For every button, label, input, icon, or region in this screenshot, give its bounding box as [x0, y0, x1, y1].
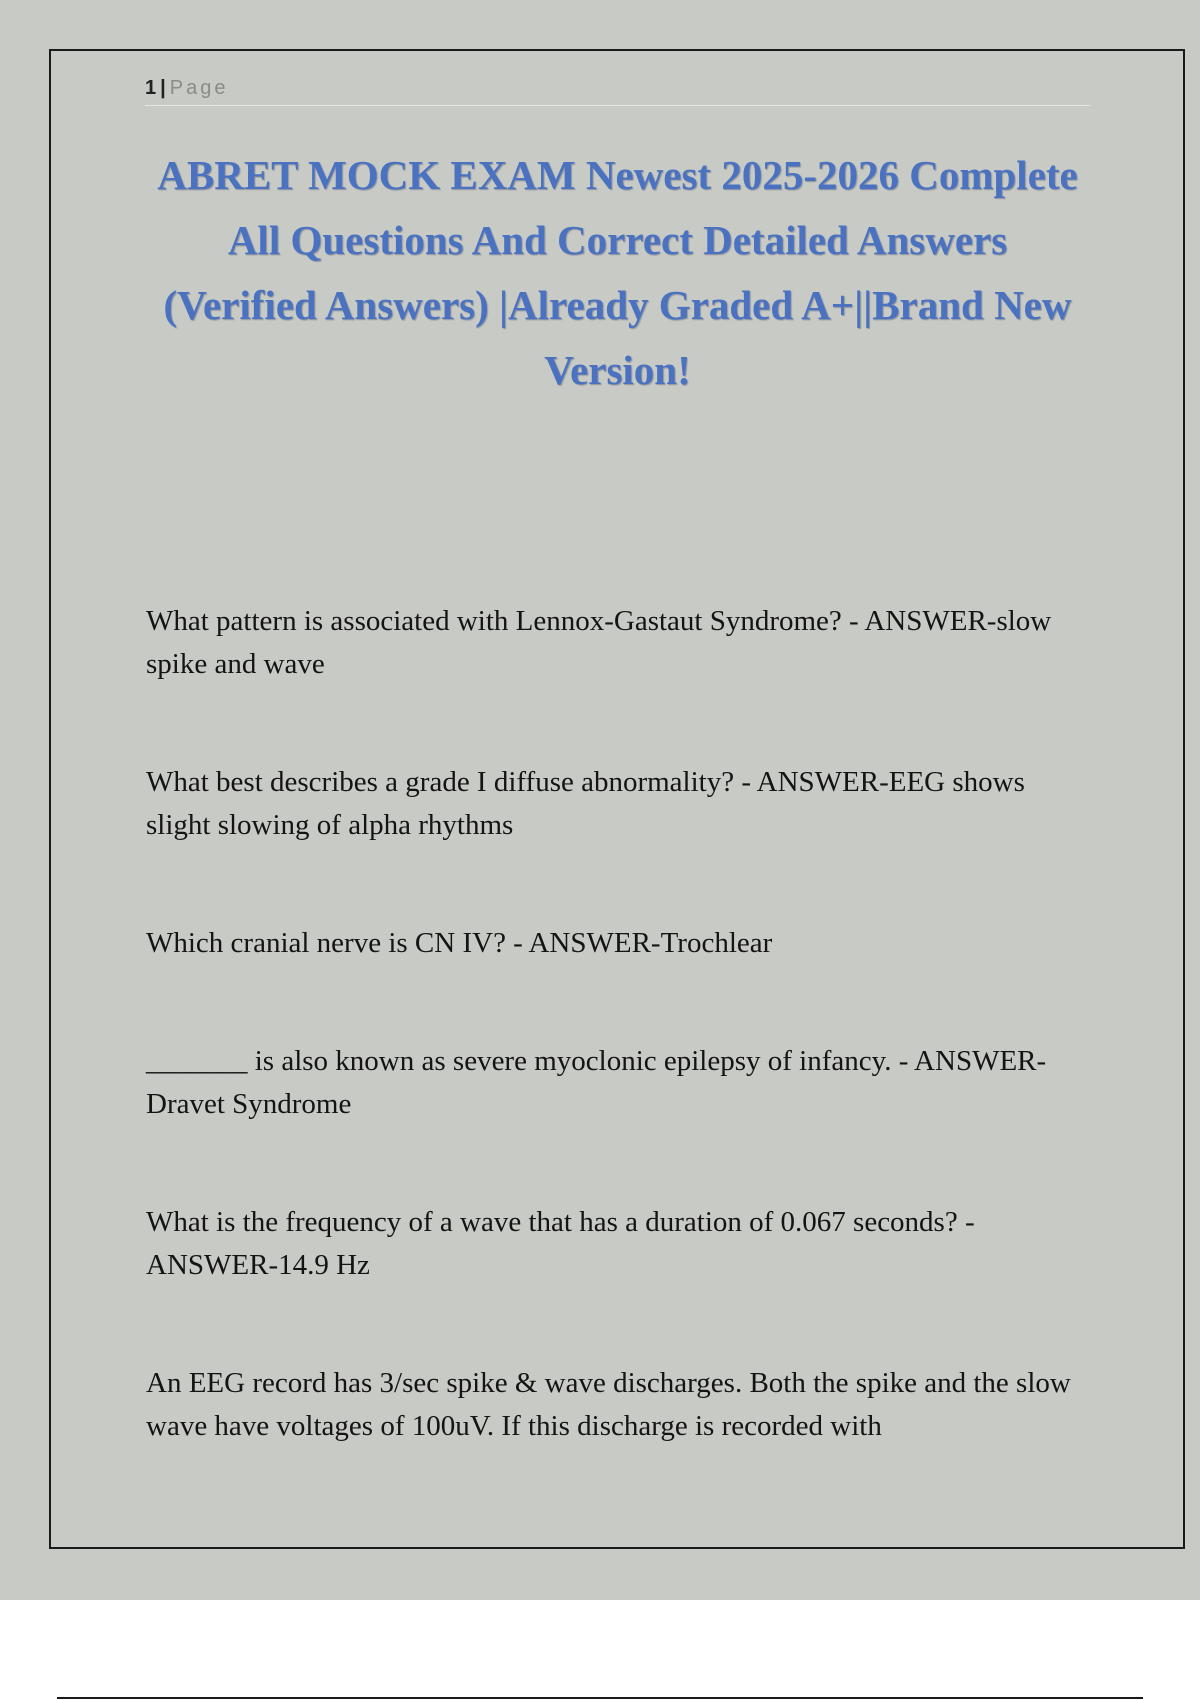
qa-item-6: An EEG record has 3/sec spike & wave discharges. Both the spike and the slow wave have voltages of 100uV. If this discharge is recorded with: [146, 1367, 1071, 1442]
document-title: ABRET MOCK EXAM Newest 2025-2026 Complete All Questions And Correct Detailed Answers (Verified Answers) |Already Graded A+||Brand New Version!: [157, 152, 1078, 393]
page-label: Page: [169, 77, 229, 99]
page-header-separator: |: [160, 77, 166, 99]
question-answer-list: [146, 600, 1096, 1523]
qa-item-5: What is the frequency of a wave that has a duration of 0.067 seconds? - ANSWER-14.9 Hz: [146, 1206, 975, 1281]
qa-item-2: What best describes a grade I diffuse abnormality? - ANSWER-EEG shows slight slowing of alpha rhythms: [146, 766, 1025, 841]
page-number: 1: [145, 77, 157, 99]
qa-item-4: _______ is also known as severe myoclonic epilepsy of infancy. - ANSWER-Dravet Syndrome: [146, 1045, 1047, 1120]
page-header: [145, 74, 1090, 106]
qa-item-1: What pattern is associated with Lennox-Gastaut Syndrome? - ANSWER-slow spike and wave: [146, 605, 1052, 680]
next-page-top-rule: [57, 1697, 1143, 1699]
qa-item-3: Which cranial nerve is CN IV? - ANSWER-Trochlear: [146, 927, 773, 959]
